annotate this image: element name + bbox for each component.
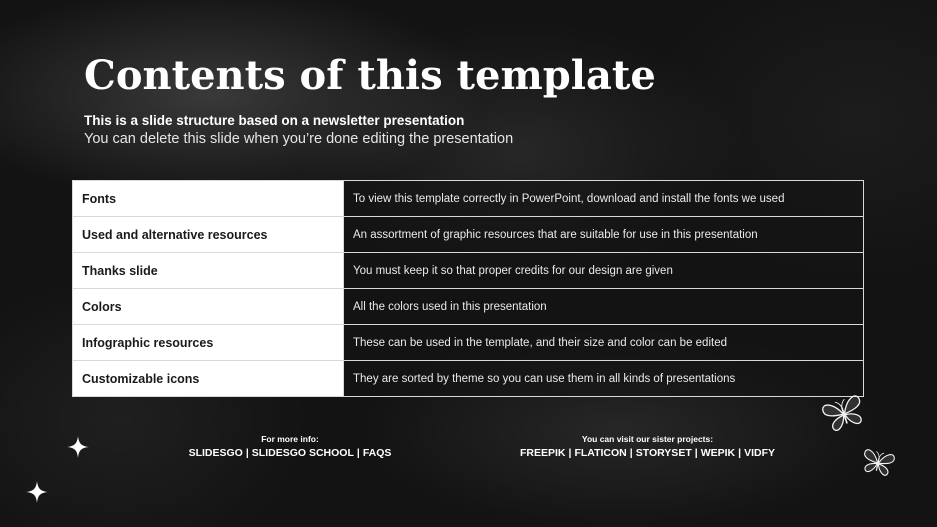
link-slidesgo[interactable]: SLIDESGO: [188, 447, 243, 459]
table-row: [73, 217, 864, 253]
row-label: Thanks slide: [73, 253, 344, 289]
table-row: [73, 325, 864, 361]
link-separator: |: [694, 447, 698, 459]
footer-more-info: [170, 434, 410, 459]
footer-sister-projects: [500, 434, 795, 459]
link-separator: |: [356, 447, 360, 459]
subtitle-line-2: You can delete this slide when you’re done editing the presentation: [84, 131, 514, 147]
sparkle-icon: [66, 435, 90, 459]
link-separator: |: [245, 447, 249, 459]
link-flaticon[interactable]: FLATICON: [574, 447, 627, 459]
table-row: [73, 253, 864, 289]
sparkle-icon: [25, 480, 49, 504]
table-row: [73, 361, 864, 397]
row-description: To view this template correctly in PowerPoint, download and install the fonts we used: [344, 181, 864, 217]
row-description: All the colors used in this presentation: [344, 289, 864, 325]
table-row: [73, 181, 864, 217]
link-separator: |: [568, 447, 572, 459]
subtitle-line-1: This is a slide structure based on a newsletter presentation: [84, 113, 465, 128]
footer-caption-more-info: For more info:: [261, 434, 319, 444]
link-faqs[interactable]: FAQS: [362, 447, 392, 459]
footer-links-more-info: [170, 447, 410, 459]
row-description: They are sorted by theme so you can use them in all kinds of presentations: [344, 361, 864, 397]
row-label: Used and alternative resources: [73, 217, 344, 253]
link-vidfy[interactable]: VIDFY: [744, 447, 775, 459]
link-separator: |: [629, 447, 633, 459]
row-label: Customizable icons: [73, 361, 344, 397]
link-freepik[interactable]: FREEPIK: [520, 447, 566, 459]
table-row: [73, 289, 864, 325]
link-storyset[interactable]: STORYSET: [635, 447, 692, 459]
row-label: Colors: [73, 289, 344, 325]
footer-caption-sister-projects: You can visit our sister projects:: [581, 434, 714, 444]
row-label: Infographic resources: [73, 325, 344, 361]
row-description: You must keep it so that proper credits for our design are given: [344, 253, 864, 289]
row-description: These can be used in the template, and their size and color can be edited: [344, 325, 864, 361]
butterfly-icon: [822, 395, 866, 433]
row-label: Fonts: [73, 181, 344, 217]
link-wepik[interactable]: WEPIK: [700, 447, 736, 459]
row-description: An assortment of graphic resources that are suitable for use in this presentation: [344, 217, 864, 253]
contents-table: [72, 180, 864, 397]
link-slidesgo-school[interactable]: SLIDESGO SCHOOL: [251, 447, 354, 459]
link-separator: |: [738, 447, 742, 459]
butterfly-icon: [860, 448, 896, 478]
footer-links-sister-projects: [500, 447, 795, 459]
page-title: Contents of this template: [84, 52, 656, 99]
